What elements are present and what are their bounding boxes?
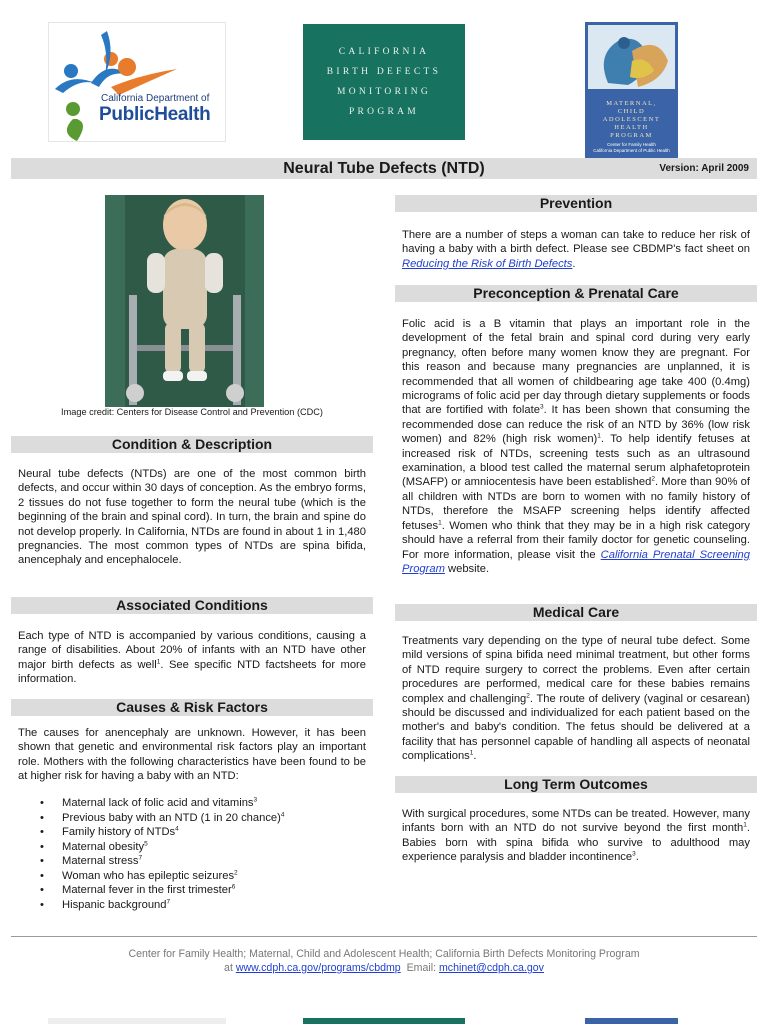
medical-heading: Medical Care (395, 604, 757, 621)
medical-t2: . The route of delivery (vaginal or cesarean) should be discussed and individualized for each patient based on the mother's and baby's condition. The fetus should be delivered at a facility that has personnel capable of handling all aspects of neonatal complications (402, 692, 750, 763)
associated-text-a: Each type of NTD is accompanied by various conditions, causing a range of disabilities. About 20% of infants with an NTD have other major birth defects as well (18, 630, 366, 671)
preconception-t6: website. (444, 562, 490, 575)
medical-text (402, 634, 750, 764)
next-page-logo-2 (303, 1018, 465, 1024)
causes-text: The causes for anencephaly are unknown. However, it has been shown that genetic and environmental risk factors play an important role. Mothers with the following characteristics have been found to be at higher risk for having a baby with an NTD: (18, 727, 366, 783)
risk-factor-ref: 4 (280, 810, 285, 818)
page-title: Neural Tube Defects (NTD) (283, 160, 485, 177)
cbdmp-logo (303, 24, 465, 140)
risk-factor-text: Maternal lack of folic acid and vitamins (62, 797, 254, 809)
condition-text: Neural tube defects (NTDs) are one of the most common birth defects, and occur within 30 days of conception. As the embryo forms, 2 tissues do not fuse together to form the neural tube (which is the beginning of the brain and spinal cord). In turn, the brain and spine do not develop properly. In California, NTDs are found in about 1 in 1,480 pregnancies. The most common types of NTDs are spina bifida, anencephaly and encephalocele. (18, 468, 366, 567)
cbdmp-line-4: PROGRAM (348, 107, 420, 117)
medical-t1: Treatments vary depending on the type of neural tube defect. Some mild versions of spina bifida need minimal treatment, but other forms of NTD require surgery to correct the problems. Even after certain procedures are performed, medical care for these babies remains complex and challenging (402, 635, 750, 705)
preconception-t1: Folic acid is a B vitamin that plays an important role in the development of the fetal brain and spinal cord during very early pregnancy, often before many women know they are pregnant. For this reason and because many pregnancies are unplanned, it is recommended that all women of childbearing age take 400 (0.4mg) micrograms of folic acid per day through dietary supplements or foods that are fortified with folate (402, 318, 750, 417)
bullet-dot-icon: • (40, 884, 44, 896)
cbdmp-line-1: CALIFORNIA (338, 47, 430, 57)
medical-s2: 1 (469, 749, 474, 757)
risk-factor-item (40, 883, 285, 898)
prenatal-screening-link[interactable]: California Prenatal Screening Program (402, 548, 750, 575)
mcah-line-1: MATERNAL, (606, 100, 657, 107)
risk-factor-text: Family history of NTDs (62, 826, 176, 838)
mcah-logo (585, 22, 678, 158)
risk-factor-item (40, 898, 285, 913)
outcomes-t3: . (635, 851, 639, 864)
image-credit: Image credit: Centers for Disease Control and Prevention (CDC) (61, 407, 323, 417)
bullet-dot-icon: • (40, 811, 44, 824)
preconception-heading: Preconception & Prenatal Care (395, 285, 757, 302)
prevention-text (402, 228, 750, 271)
medical-s1: 2 (526, 691, 530, 699)
risk-factor-text: Hispanic background (62, 898, 167, 911)
preconception-s2: 1 (597, 432, 601, 440)
associated-text (18, 629, 366, 687)
risk-factor-ref: 5 (144, 839, 148, 847)
mcah-emblem (588, 25, 675, 89)
risk-factor-ref: 7 (166, 897, 171, 905)
prevention-text-b: . (572, 257, 576, 270)
cbdmp-line-2: BIRTH DEFECTS (326, 67, 442, 77)
cbdmp-website-link[interactable]: www.cdph.ca.gov/programs/cbdmp (235, 962, 401, 974)
preconception-t3: . To help identify fetuses at increased risk of NTDs, screening tests such as an ultrasound examination, a blood test called the maternal serum alphafetoprotein (MSAFP) or amniocentesis have been established (402, 433, 750, 489)
mcah-line-3: ADOLESCENT (602, 116, 661, 123)
cdph-publichealth-text (99, 104, 211, 126)
medical-t3: . (473, 750, 477, 763)
mcah-line-5: PROGRAM (610, 132, 653, 139)
risk-factor-list (40, 796, 285, 912)
preconception-t5: . Women who think that they may be in a high risk category should have a referral from their family doctor for genetic counseling. For more information, please visit the (402, 519, 750, 561)
preconception-s3: 2 (651, 475, 655, 483)
cdph-logo (48, 22, 226, 142)
risk-factor-item (40, 811, 285, 826)
outcomes-t2: . Babies born with spina bifida who survive to adulthood may experience paralysis and bladder incontinence (402, 822, 750, 864)
condition-heading: Condition & Description (11, 436, 373, 453)
cdph-dept-text: California Department of (101, 93, 210, 104)
preconception-text (402, 317, 750, 576)
mother-child-icon (588, 25, 675, 89)
cdph-name-b: Health (154, 104, 211, 125)
footer-line-1: Center for Family Health; Maternal, Child and Adolescent Health; California Birth Defects Monitoring Program (128, 948, 640, 960)
outcomes-s1: 1 (743, 821, 747, 829)
risk-factor-item (40, 869, 285, 884)
next-page-logo-1 (48, 1018, 226, 1024)
email-link[interactable]: mchinet@cdph.ca.gov (438, 962, 544, 974)
risk-factor-ref: 4 (175, 825, 179, 833)
footer-email-label: Email: (400, 962, 439, 974)
risk-factor-item (40, 825, 285, 840)
bullet-dot-icon: • (40, 840, 44, 853)
preconception-s1: 3 (539, 403, 544, 411)
version-label: Version: April 2009 (659, 163, 749, 174)
bullet-dot-icon: • (40, 855, 44, 867)
mcah-sub-1: Center for Family Health (607, 142, 656, 147)
causes-heading: Causes & Risk Factors (11, 699, 373, 716)
risk-factor-item (40, 796, 285, 811)
risk-factor-ref: 2 (234, 868, 238, 876)
risk-factor-ref: 6 (231, 883, 236, 891)
bullet-dot-icon: • (40, 869, 44, 882)
prevention-text-a: There are a number of steps a woman can take to reduce her risk of having a baby with a birth defect. Please see CBDMP's fact sheet on (402, 229, 750, 256)
outcomes-s2: 3 (632, 850, 636, 858)
mcah-line-2: CHILD (617, 108, 646, 115)
mcah-line-4: HEALTH (614, 124, 649, 131)
risk-factor-text: Previous baby with an NTD (1 in 20 chance) (62, 811, 281, 824)
risk-factor-text: Woman who has epileptic seizures (62, 869, 235, 882)
preconception-s4: 1 (438, 518, 442, 526)
risk-factor-item (40, 840, 285, 855)
outcomes-heading: Long Term Outcomes (395, 776, 757, 793)
mcah-sub-2: California Department of Public Health (593, 148, 670, 153)
associated-heading: Associated Conditions (11, 597, 373, 614)
risk-factor-ref: 7 (138, 854, 143, 862)
footer-divider (11, 936, 757, 937)
bullet-dot-icon: • (40, 826, 44, 838)
risk-factor-text: Maternal fever in the first trimester (62, 884, 232, 896)
child-photo (105, 195, 264, 407)
footer-at: at (224, 962, 236, 974)
bullet-dot-icon: • (40, 898, 44, 911)
preconception-t4: . More than 90% of all children with NTDs are born to women with no family history of NTDs, therefore the MSAFP screening helps identify affected fetuses (402, 476, 750, 532)
outcomes-text (402, 807, 750, 865)
prevention-heading: Prevention (395, 195, 757, 212)
risk-factor-ref: 3 (253, 796, 258, 804)
risk-factor-text: Maternal stress (62, 855, 139, 867)
risk-factor-item (40, 854, 285, 869)
reducing-risk-link[interactable]: Reducing the Risk of Birth Defects (402, 257, 573, 270)
outcomes-t1: With surgical procedures, some NTDs can be treated. However, many infants born with an NTD do not survive beyond the first month (402, 808, 750, 835)
title-bar (11, 158, 757, 179)
cdph-name-a: Public (99, 104, 155, 125)
footer-line-2 (0, 962, 768, 974)
child-photo-illustration (105, 195, 264, 407)
associated-text-b: . See specific NTD factsheets for more information. (18, 658, 366, 686)
cbdmp-line-3: MONITORING (336, 87, 432, 97)
associated-sup: 1 (156, 658, 161, 666)
risk-factor-text: Maternal obesity (62, 840, 145, 853)
preconception-t2: . It has been shown that consuming the recommended dose can reduce the risk of an NTD by 36% (low risk women) and 82% (high risk women) (402, 404, 750, 446)
bullet-dot-icon: • (40, 797, 44, 809)
next-page-logo-3 (585, 1018, 678, 1024)
